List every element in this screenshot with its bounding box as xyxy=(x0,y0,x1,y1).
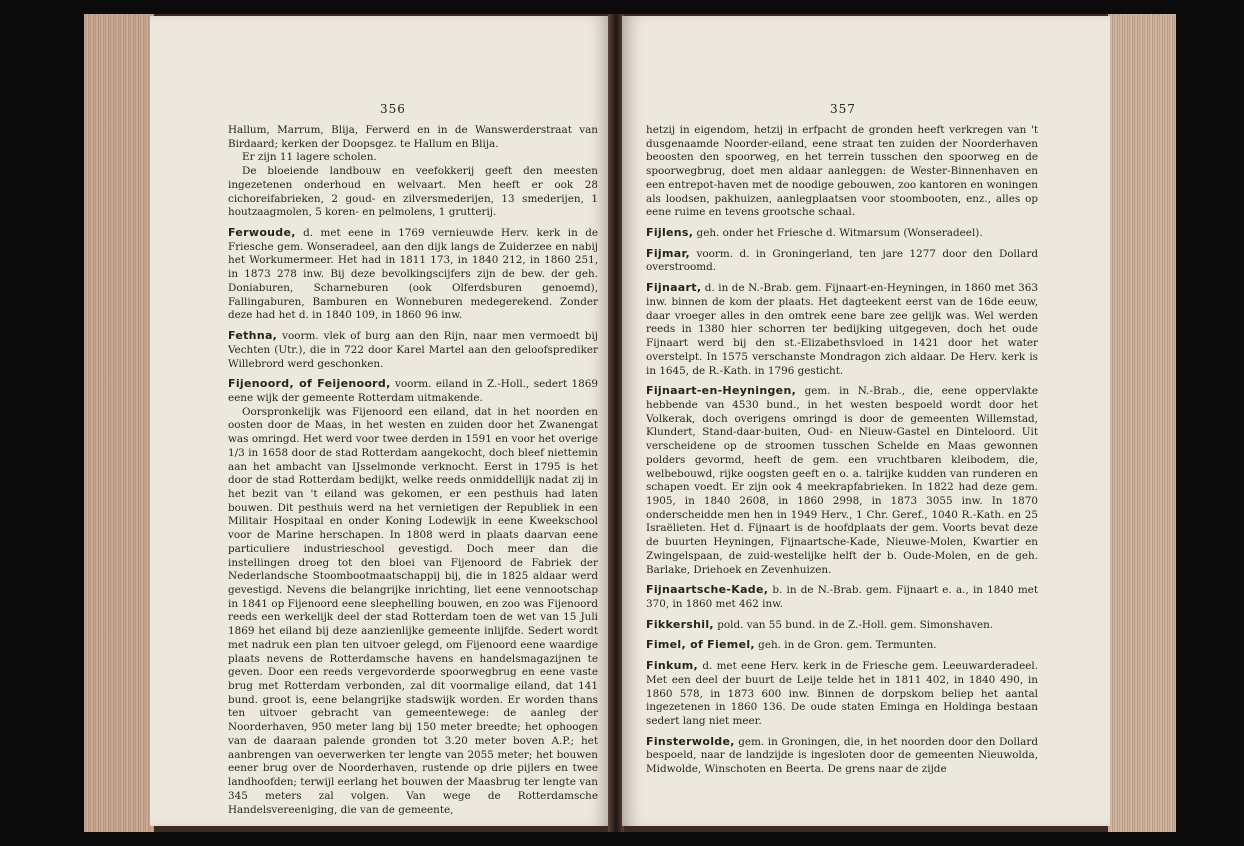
entry-text: gem. in N.-Brab., die, eene oppervlakte hebbende van 4530 bund., in het westen bespoeld wordt door het Volkerak, doch overigens omringd is door de gemeenten Willemstad, Klundert, Stand-daar-buiten, Oud- en Nieuw-Gastel en Dinteloord. Uit verscheidene op de stroomen tusschen Schelde en Maas gewonnen polders gevormd, heeft de gem. een vruchtbaren kleibodem, die, welbebouwd, rijke oogsten geeft en o. a. talrijke kudden van runderen en schapen voedt. Er zijn ook 4 meekrapfabrieken. In 1822 had deze gem. 1905, in 1840 2608, in 1860 2998, in 1873 3055 inw. In 1870 onderscheidde men hen in 1949 Herv., 1 Chr. Geref., 1040 R.-Kath. en 25 Israëlieten. Het d. Fijnaart is de hoofdplaats der gem. Voorts bevat deze de buurten Heyningen, Fijnaartsche-Kade, Nieuwe-Molen, Kwartier en Zwingelspaan, de zuid-westelijke helft der b. Oude-Molen, en de geh. Barlake, Driehoek en Zevenhuizen. xyxy=(646,385,1038,576)
dictionary-entry xyxy=(646,226,1038,241)
dictionary-entry xyxy=(646,735,1038,777)
dictionary-entry xyxy=(646,638,1038,653)
paragraph xyxy=(228,406,598,818)
dictionary-entry xyxy=(646,281,1038,378)
entry-headword: Fijnaart-en-Heyningen, xyxy=(646,384,797,398)
entry-text: Hallum, Marrum, Blija, Ferwerd en in de Wanswerderstraat van Birdaard; kerken der Doopsgez. te Hallum en Blija. xyxy=(228,124,598,150)
entry-headword: Fijnaart, xyxy=(646,281,702,295)
entry-headword: Fimel, of Fiemel, xyxy=(646,638,755,652)
right-page xyxy=(622,16,1110,826)
entry-text: pold. van 55 bund. in de Z.-Holl. gem. Simonshaven. xyxy=(713,618,994,631)
paragraph xyxy=(228,151,598,165)
entry-headword: Fethna, xyxy=(228,329,278,343)
dictionary-entry xyxy=(228,329,598,371)
entry-headword: Fijnaartsche-Kade, xyxy=(646,583,769,597)
dictionary-entry xyxy=(646,618,1038,633)
entry-text: Er zijn 11 lagere scholen. xyxy=(242,151,377,164)
page-edges-right xyxy=(1108,14,1176,832)
page-number: 356 xyxy=(380,102,406,116)
page-edges-left xyxy=(84,14,154,832)
entry-headword: Fijlens, xyxy=(646,226,694,240)
dictionary-entry xyxy=(646,384,1038,577)
entry-headword: Fijmar, xyxy=(646,246,691,260)
dictionary-entry xyxy=(646,247,1038,275)
dictionary-entry xyxy=(228,226,598,323)
dictionary-entry xyxy=(646,659,1038,729)
entry-text: voorm. eiland in Z.-Holl., sedert 1869 eene wijk der gemeente Rotterdam uitmakende. xyxy=(228,378,598,404)
entry-text: gem. in Groningen, die, in het noorden door den Dollard bespoeld, naar de landzijde is ingesloten door de gemeenten Nieuwolda, Midwolde, Winschoten en Beerta. De grens naar de zijde xyxy=(646,735,1038,776)
entry-headword: Fijenoord, of Feijenoord, xyxy=(228,377,391,391)
entry-headword: Finkum, xyxy=(646,659,699,673)
paragraph xyxy=(646,124,1038,220)
entry-text: voorm. vlek of burg aan den Rijn, naar men vermoedt bij Vechten (Utr.), die in 722 door Karel Martel aan den geloofsprediker Willebrord werd geschonken. xyxy=(228,330,598,370)
page-text xyxy=(646,124,1038,777)
entry-text: geh. onder het Friesche d. Witmarsum (Wonseradeel). xyxy=(693,227,983,240)
entry-text: hetzij in eigendom, hetzij in erfpacht de gronden heeft verkregen van 't dusgenaamde Noorder-eiland, eene straat ten zuiden der Noorderhaven beoosten den spoorweg, en het terrein tusschen den spoorweg en de spoorwegbrug, doet men aldaar aanleggen: de Wester-Binnenhaven en een entrepot-haven met de noodige gebouwen, zoo kantoren en woningen als loodsen, pakhuizen, aanlegplaatsen voor stoombooten, enz., alles op eene ruime en tevens grootsche schaal. xyxy=(646,124,1038,219)
entry-text: b. in de N.-Brab. gem. Fijnaart e. a., in 1840 met 370, in 1860 met 462 inw. xyxy=(646,584,1038,610)
entry-text: De bloeiende landbouw en veefokkerij geeft den meesten ingezetenen onderhoud en welvaart. Men heeft er ook 28 cichoreifabrieken, 2 goud- en zilversmederijen, 13 smederijen, 1 houtzaagmolen, 5 koren- en pelmolens, 1 grutterij. xyxy=(228,165,598,219)
page-number: 357 xyxy=(830,102,856,116)
entry-text: Oorspronkelijk was Fijenoord een eiland, dat in het noorden en oosten door de Maas, in het westen en zuiden door het Zwanengat was omringd. Het werd voor twee derden in 1591 en voor het overige 1/3 in 1658 door de stad Rotterdam aangekocht, doch bleef niettemin aan het ambacht van IJsselmonde verknocht. Eerst in 1795 is het door de stad Rotterdam bedijkt, welke reeds onmiddellijk nadat zij in het bezit van 't eiland was gekomen, er een pesthuis had laten bouwen. Dit pesthuis werd na het vernietigen der Republiek in een Militair Hospitaal en onder Koning Lodewijk in eene Kweekschool voor de Marine herschapen. In 1808 werd in plaats daarvan eene particuliere industrieschool gevestigd. Doch meer dan die instellingen droeg tot den bloei van Fijenoord de Fabriek der Nederlandsche Stoombootmaatschappij bij, die in 1825 aldaar werd gevestigd. Nevens die belangrijke inrichting, liet eene vennootschap in 1841 op Fijenoord eene sleephelling bouwen, en zoo was Fijenoord reeds een werkelijk deel der stad Rotterdam toen de wet van 15 Juli 1869 het eiland bij deze aanzienlijke gemeente inlijfde. Sedert wordt met nadruk een plan ten uitvoer gelegd, om Fijenoord eene waardige plaats nevens de Rotterdamsche havens en handelsmagazijnen te geven. Door een reeds vergevorderde spoorwegbrug en eene vaste brug met Rotterdam verbonden, zal dit voormalige eiland, dat 141 bund. groot is, eene belangrijke stadswijk worden. Er worden thans ten uitvoer gebracht van gemeentewege: de aanleg der Noorderhaven, 950 meter lang bij 150 meter breedte; het ophoogen van de daaraan palende gronden tot 3.20 meter boven A.P.; het aanbrengen van oeverwerken ter lengte van 2055 meter; het bouwen eener brug over de Noorderhaven, rustende op drie pijlers en twee landhoofden; terwijl eerlang het bouwen der Maasbrug ter lengte van 345 meters zal volgen. Van wege de Rotterdamsche Handelsvereeniging, die van de gemeente, xyxy=(228,405,598,816)
entry-text: voorm. d. in Groningerland, ten jare 1277 door den Dollard overstroomd. xyxy=(646,247,1038,274)
entry-text: d. met eene in 1769 vernieuwde Herv. kerk in de Friesche gem. Wonseradeel, aan den dijk langs de Zuiderzee en nabij het Workumermeer. Het had in 1811 173, in 1840 212, in 1860 251, in 1873 278 inw. Bij deze bevolkingscijfers zijn de bew. der geh. Doniaburen, Scharneburen (ook Olferdsburen genoemd), Fallingaburen, Bamburen en Wonneburen medegerekend. Zonder deze had het d. in 1840 109, in 1860 96 inw. xyxy=(228,227,598,322)
left-page xyxy=(150,16,610,826)
dictionary-entry xyxy=(646,583,1038,611)
entry-headword: Finsterwolde, xyxy=(646,734,735,748)
paragraph xyxy=(228,165,598,220)
entry-text: geh. in de Gron. gem. Termunten. xyxy=(754,639,937,652)
page-text xyxy=(228,124,598,817)
entry-headword: Ferwoude, xyxy=(228,226,296,240)
paragraph xyxy=(228,124,598,151)
entry-text: d. in de N.-Brab. gem. Fijnaart-en-Heyningen, in 1860 met 363 inw. binnen de kom der plaats. Het dagteekent eerst van de 16de eeuw, daar vroeger alles in den omtrek eene bare zee gelijk was. Wel werden reeds in 1380 hier schorren ter bedijking uitgegeven, doch het oude Fijnaart werd bij den st.-Elizabethsvloed in 1421 door het water overstelpt. In 1575 verschanste Mondragon zich aldaar. De Herv. kerk is in 1645, de R.-Kath. in 1796 gesticht. xyxy=(646,282,1038,377)
entry-headword: Fikkershil, xyxy=(646,617,714,631)
entry-text: d. met eene Herv. kerk in de Friesche gem. Leeuwarderadeel. Met een deel der buurt de Leije telde het in 1811 402, in 1840 490, in 1860 578, in 1873 600 inw. Binnen de dorpskom beliep het aantal ingezetenen in 1860 136. De oude staten Eminga en Holdinga bestaan sedert lang niet meer. xyxy=(646,660,1038,728)
dictionary-entry xyxy=(228,377,598,405)
